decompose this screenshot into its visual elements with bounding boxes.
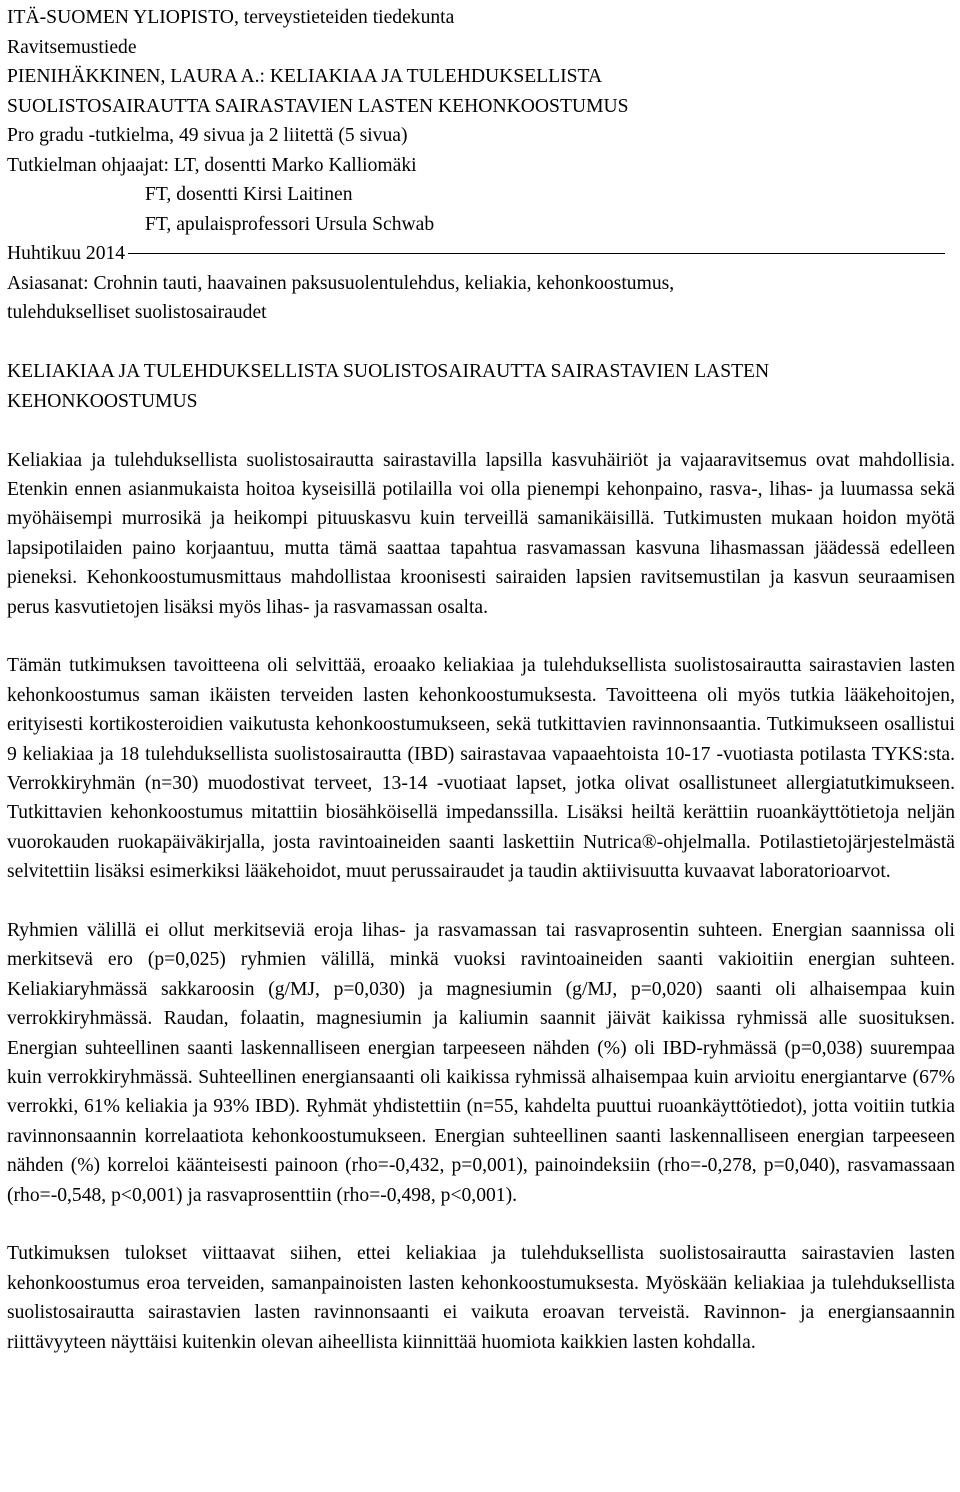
horizontal-rule [128,253,945,254]
institution-line: ITÄ-SUOMEN YLIOPISTO, terveystieteiden tiedekunta [7,7,455,28]
author-title-line-1: PIENIHÄKKINEN, LAURA A.: KELIAKIAA JA TULEHDUKSELLISTA [7,66,603,87]
abstract-paragraph-3: Ryhmien välillä ei ollut merkitseviä eroja lihas- ja rasvamassan tai rasvaprosentin suhteen. Energian saannissa oli merkitsevä ero (p=0,025) ryhmien välillä, minkä vuoksi ravintoaineiden saanti vakioitiin energian suhteen. Keliakiaryhmässä sakkaroosin (g/MJ, p=0,030) ja magnesiumin (g/MJ, p=0,020) saanti oli alhaisempaa kuin verrokkiryhmässä. Raudan, folaatin, magnesiumin ja kaliumin saannit jäivät kaikissa ryhmissä alle suosituksen. Energian suhteellinen saanti laskennalliseen energian tarpeeseen nähden (%) oli IBD-ryhmässä (p=0,038) suurempaa kuin verrokkiryhmässä. Suhteellinen energiansaanti oli kaikissa ryhmissä alhaisempaa kuin arvioitu energiantarve (67% verrokki, 61% keliakia ja 93% IBD). Ryhmät yhdistettiin (n=55, kahdelta puuttui ruoankäyttötiedot), jotta voitiin tutkia ravinnonsaannin korrelaatiota kehonkoostumukseen. Energian suhteellinen saanti laskennalliseen energian tarpeeseen nähden (%) korreloi käänteisesti painoon (rho=-0,432, p=0,001), painoindeksiin (rho=-0,278, p=0,040), rasvamassaan (rho=-0,548, p<0,001) ja rasvaprosenttiin (rho=-0,498, p<0,001). [7,919,955,1206]
thesis-info-line: Pro gradu -tutkielma, 49 sivua ja 2 liitettä (5 sivua) [7,125,408,146]
abstract-title: KELIAKIAA JA TULEHDUKSELLISTA SUOLISTOSAIRAUTTA SAIRASTAVIEN LASTEN KEHONKOOSTUMUS [7,361,770,412]
supervisors-line-2: FT, dosentti Kirsi Laitinen [145,184,353,205]
department-line: Ravitsemustiede [7,36,137,58]
keywords-line-1: Asiasanat: Crohnin tauti, haavainen paksusuolentulehdus, keliakia, kehonkoostumus, [7,272,675,294]
author-title-line-2: SUOLISTOSAIRAUTTA SAIRASTAVIEN LASTEN KEHONKOOSTUMUS [7,95,629,117]
abstract-paragraph-1: Keliakiaa ja tulehduksellista suolistosairautta sairastavilla lapsilla kasvuhäiriöt ja vajaaravitsemus ovat mahdollisia. Etenkin ennen asianmukaista hoitoa kyseisillä potilailla voi olla pienempi kehonpaino, rasva-, lihas- ja luumassa sekä myöhäisempi murrosikä ja heikompi pituuskasvu kuin terveillä samanikäisillä. Tutkimusten mukaan hoidon myötä lapsipotilaiden paino korjaantuu, mutta tämä saattaa tapahtua rasvamassan kasvuna lihasmassan jäädessä edelleen pieneksi. Kehonkoostumusmittaus mahdollistaa kroonisesti sairaiden lapsien ravitsemustilan ja kasvun seuraamisen perus kasvutietojen lisäksi myös lihas- ja rasvamassan osalta. [7,449,955,618]
abstract-paragraph-4: Tutkimuksen tulokset viittaavat siihen, ettei keliakiaa ja tulehduksellista suolistosairautta sairastavien lasten kehonkoostumus eroa terveiden, samanpainoisten lasten kehonkoostumuksesta. Myöskään keliakiaa ja tulehduksellista suolistosairautta sairastavien lasten ravinnonsaanti ei vaikuta eroavan terveistä. Ravinnon- ja energiansaannin riittävyyteen näyttäisi kuitenkin olevan aiheellista kiinnittää huomiota kaikkien lasten kohdalla. [7,1243,955,1353]
date-line [7,239,955,269]
keywords-line-2: tulehdukselliset suolistosairaudet [7,302,267,323]
header-block [7,3,955,328]
supervisors-line-1: Tutkielman ohjaajat: LT, dosentti Marko Kalliomäki [7,154,417,176]
document-page [7,3,955,1357]
date-text: Huhtikuu 2014 [7,243,126,264]
supervisors-line-3: FT, apulaisprofessori Ursula Schwab [145,213,435,235]
abstract-paragraph-2: Tämän tutkimuksen tavoitteena oli selvittää, eroaako keliakiaa ja tulehduksellista suolistosairautta sairastavien lasten kehonkoostumus saman ikäisten terveiden lasten kehonkoostumuksesta. Tavoitteena oli myös tutkia lääkehoitojen, erityisesti kortikosteroidien vaikutusta kehonkoostumukseen, sekä tutkittavien ravinnonsaantia. Tutkimukseen osallistui 9 keliakiaa ja 18 tulehduksellista suolistosairautta (IBD) sairastavaa vapaaehtoista 10-17 -vuotiasta potilasta TYKS:sta. Verrokkiryhmän (n=30) muodostivat terveet, 13-14 -vuotiaat lapset, jotka olivat osallistuneet allergiatutkimukseen. Tutkittavien kehonkoostumus mitattiin biosähköisellä impedanssilla. Lisäksi heiltä kerättiin ruoankäyttötietoja neljän vuorokauden ruokapäiväkirjalla, josta ravintoaineiden saanti laskettiin Nutrica®-ohjelmalla. Potilastietojärjestelmästä selvitettiin lisäksi esimerkiksi lääkehoidot, muut perussairaudet ja taudin aktiivisuutta kuvaavat laboratorioarvot. [7,655,955,883]
